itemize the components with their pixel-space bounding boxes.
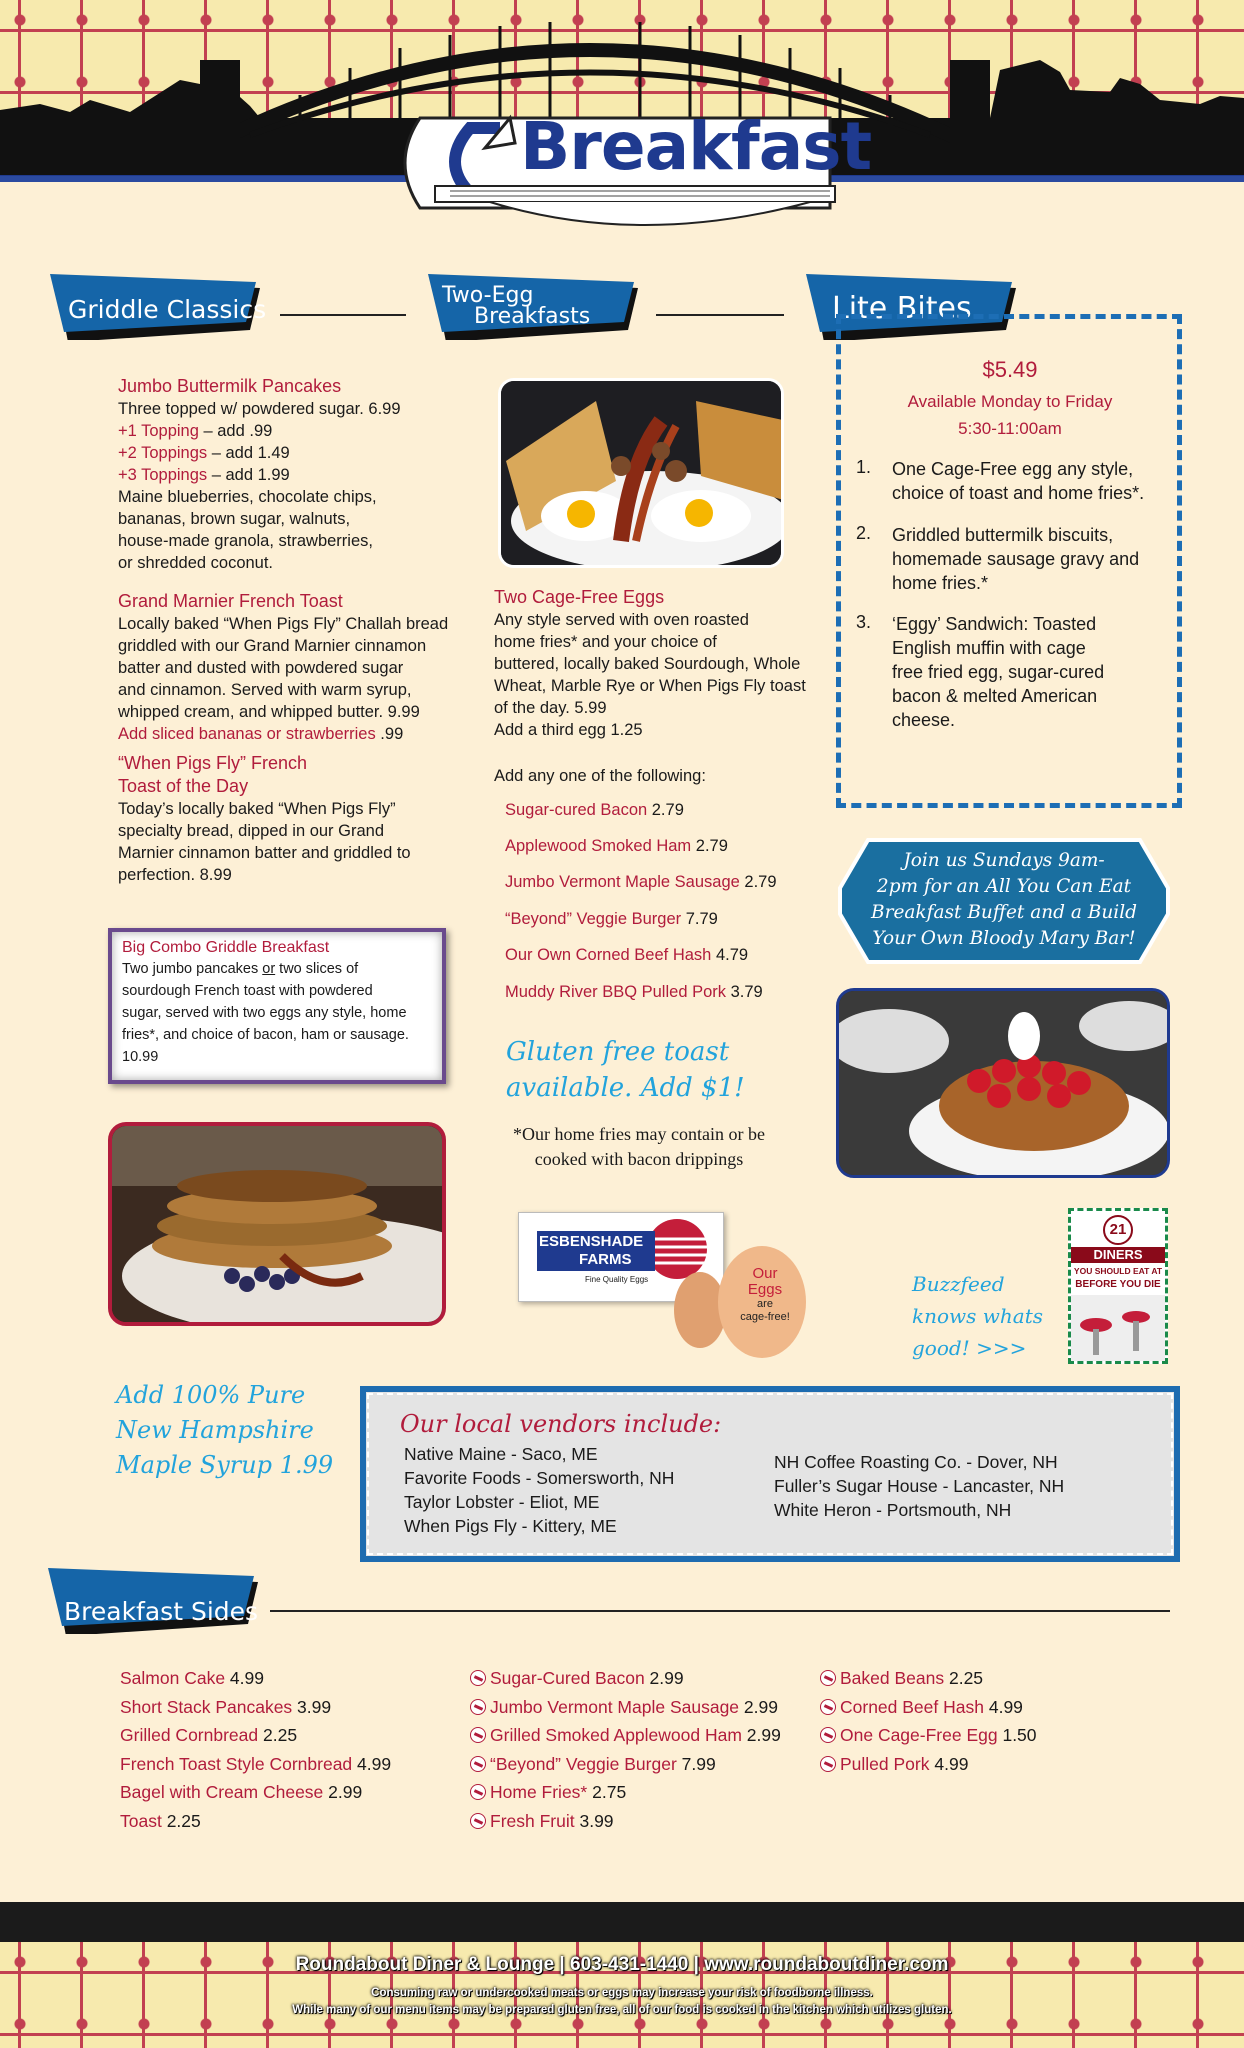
- side-item: [120, 1778, 391, 1807]
- side-name: One Cage-Free Egg: [840, 1725, 998, 1745]
- side-name: Toast: [120, 1810, 162, 1831]
- side-price: 4.99: [929, 1753, 969, 1774]
- page-title: Breakfast: [520, 108, 872, 185]
- topping-price: – add .99: [198, 422, 273, 440]
- section-title-two-egg-line2: Breakfasts: [474, 304, 591, 329]
- addon-price: 3.79: [726, 983, 763, 1001]
- lite-item: [892, 523, 1182, 595]
- maple-line: Maple Syrup 1.99: [116, 1451, 334, 1479]
- addon-name: Muddy River BBQ Pulled Pork: [505, 983, 727, 1001]
- sides-column-2: [470, 1664, 781, 1835]
- item-desc: Wheat, Marble Rye or When Pigs Fly toast: [494, 677, 806, 695]
- addon-price: 2.79: [739, 873, 777, 891]
- combo-desc-or: or: [262, 961, 276, 977]
- side-item: [470, 1721, 781, 1750]
- toppings-list: bananas, brown sugar, walnuts,: [118, 510, 351, 528]
- side-item: [470, 1693, 781, 1722]
- item-desc: griddled with our Grand Marnier cinnamon: [118, 637, 427, 655]
- lite-item-number: 2.: [856, 523, 872, 543]
- french-toast-photo: [836, 988, 1170, 1178]
- vendor-item: Fuller’s Sugar House - Lancaster, NH: [774, 1476, 1065, 1496]
- side-item: [120, 1750, 391, 1779]
- lite-item-line: Griddled buttermilk biscuits,: [892, 525, 1114, 545]
- esbenshade-name: ESBENSHADE: [539, 1233, 644, 1250]
- side-item: [120, 1721, 391, 1750]
- divider: [656, 314, 784, 316]
- buzzfeed-note: [912, 1268, 1043, 1364]
- bacon-bullet-icon: [470, 1727, 486, 1743]
- item-title: Grand Marnier French Toast: [118, 591, 343, 611]
- side-item: [820, 1750, 1037, 1779]
- addon-item: [505, 946, 748, 965]
- side-name: Home Fries*: [490, 1782, 588, 1802]
- side-name: Fresh Fruit: [490, 1810, 575, 1831]
- addon-name: Jumbo Vermont Maple Sausage: [505, 873, 740, 891]
- side-name: Grilled Cornbread: [120, 1725, 259, 1745]
- side-price: 2.99: [739, 1696, 778, 1717]
- lite-item-line: cheese.: [892, 710, 956, 730]
- addon-item: [505, 910, 718, 929]
- combo-desc: sourdough French toast with powdered: [122, 983, 373, 999]
- esbenshade-farms: FARMS: [579, 1251, 632, 1268]
- sunday-buffet-text: [846, 848, 1162, 952]
- gluten-line: Gluten free toast: [506, 1037, 730, 1067]
- maple-syrup-note: [116, 1378, 333, 1483]
- addon-name: Our Own Corned Beef Hash: [505, 946, 712, 964]
- vendor-item: Taylor Lobster - Eliot, ME: [404, 1492, 600, 1512]
- item-desc: Three topped w/ powdered sugar. 6.99: [118, 400, 401, 418]
- side-item: [120, 1693, 391, 1722]
- two-egg-item: [494, 586, 824, 741]
- vendors-title: Our local vendors include:: [400, 1410, 722, 1438]
- gluten-line: available. Add $1!: [506, 1073, 745, 1103]
- section-title-griddle: Griddle Classics: [68, 295, 267, 324]
- divider: [280, 314, 406, 316]
- home-fries-note: [494, 1122, 784, 1172]
- side-price: 4.99: [225, 1668, 264, 1688]
- toppings-list: or shredded coconut.: [118, 554, 274, 572]
- cage-free-egg-text: [736, 1266, 794, 1324]
- bacon-bullet-icon: [820, 1727, 836, 1743]
- section-title-sides: Breakfast Sides: [64, 1597, 259, 1626]
- side-price: 2.25: [258, 1725, 298, 1745]
- badge-title: DINERS: [1071, 1247, 1165, 1263]
- sunday-line: Join us Sundays 9am-: [903, 850, 1105, 871]
- lite-item-line: choice of toast and home fries*.: [892, 483, 1145, 503]
- side-price: 1.50: [997, 1725, 1037, 1745]
- combo-title: Big Combo Griddle Breakfast: [122, 939, 330, 956]
- side-name: Corned Beef Hash: [840, 1696, 984, 1717]
- side-price: 2.99: [644, 1668, 684, 1688]
- pigs-fly-item: [118, 752, 463, 886]
- buzzfeed-line: knows whats: [912, 1304, 1044, 1328]
- item-desc: batter and dusted with powdered sugar: [118, 659, 404, 677]
- footer-disclaimer: While many of our menu items may be prepared gluten free, all of our food is cooked in the kitchen which utilizes gluten.: [292, 2004, 952, 2016]
- side-price: 4.99: [352, 1753, 392, 1774]
- egg-text: Our: [752, 1265, 778, 1282]
- side-item: [120, 1807, 391, 1836]
- topping-label: +2 Toppings: [118, 444, 208, 462]
- topping-price: – add 1.49: [207, 444, 290, 462]
- lite-item-line: bacon & melted American: [892, 686, 1098, 706]
- side-name: Salmon Cake: [120, 1668, 226, 1688]
- vendor-item: When Pigs Fly - Kittery, ME: [404, 1516, 617, 1536]
- side-price: 2.99: [323, 1782, 363, 1802]
- bacon-bullet-icon: [820, 1670, 836, 1686]
- badge-subtitle: YOU SHOULD EAT AT: [1073, 1266, 1163, 1276]
- side-name: Sugar-Cured Bacon: [490, 1668, 645, 1688]
- addon-price: 4.79: [711, 946, 749, 964]
- lite-item-line: home fries.*: [892, 573, 989, 593]
- sides-column-3: [820, 1664, 1037, 1778]
- footer-disclaimer: Consuming raw or undercooked meats or eggs may increase your risk of foodborne illness.: [371, 1987, 873, 1999]
- egg-text: are: [757, 1298, 773, 1310]
- eggs-photo: [498, 378, 784, 568]
- vendor-item: White Heron - Portsmouth, NH: [774, 1500, 1012, 1520]
- divider: [270, 1610, 1170, 1612]
- addon-price: 7.79: [681, 910, 718, 928]
- addon-price: 2.79: [647, 801, 684, 819]
- side-price: 4.99: [983, 1696, 1023, 1717]
- item-desc: Today’s locally baked “When Pigs Fly”: [118, 800, 396, 818]
- addon-item: [505, 837, 728, 856]
- bacon-bullet-icon: [470, 1699, 486, 1715]
- note-line: *Our home fries may contain or be: [513, 1124, 765, 1144]
- addon-name: Sugar-cured Bacon: [505, 801, 648, 819]
- topping-price: – add 1.99: [207, 466, 290, 484]
- side-item: [820, 1693, 1037, 1722]
- addon-name: “Beyond” Veggie Burger: [505, 910, 682, 928]
- side-item: [470, 1664, 781, 1693]
- vendor-item: NH Coffee Roasting Co. - Dover, NH: [774, 1452, 1058, 1472]
- side-name: Pulled Pork: [840, 1753, 930, 1774]
- lite-avail-line: Available Monday to Friday: [907, 392, 1113, 411]
- side-name: Grilled Smoked Applewood Ham: [490, 1725, 742, 1745]
- lite-item-line: homemade sausage gravy and: [892, 549, 1140, 569]
- side-name: “Beyond” Veggie Burger: [490, 1753, 677, 1774]
- topping-label: +1 Topping: [118, 422, 199, 440]
- side-price: 2.25: [944, 1668, 984, 1688]
- side-name: French Toast Style Cornbread: [120, 1753, 353, 1774]
- badge-subtitle: BEFORE YOU DIE: [1075, 1279, 1161, 1290]
- side-name: Baked Beans: [840, 1668, 945, 1688]
- footer-contact[interactable]: Roundabout Diner & Lounge | 603-431-1440 | www.roundaboutdiner.com: [295, 1954, 949, 1975]
- item-title: Jumbo Buttermilk Pancakes: [118, 376, 342, 396]
- bacon-bullet-icon: [470, 1756, 486, 1772]
- item-desc: Any style served with oven roasted: [494, 611, 749, 629]
- buzzfeed-line[interactable]: good! >>>: [912, 1336, 1027, 1360]
- gluten-free-note: [506, 1034, 745, 1106]
- egg-text: cage-free!: [740, 1311, 790, 1323]
- item-desc: buttered, locally baked Sourdough, Whole: [494, 655, 801, 673]
- side-price: 3.99: [292, 1696, 332, 1717]
- footer-bar: [0, 1902, 1244, 1942]
- vendors-left-list: [404, 1442, 674, 1538]
- addon-price: .99: [375, 725, 404, 743]
- item-title: “When Pigs Fly” French: [118, 753, 308, 773]
- item-desc: Marnier cinnamon batter and griddled to: [118, 844, 411, 862]
- side-item: [820, 1664, 1037, 1693]
- side-name: Jumbo Vermont Maple Sausage: [490, 1696, 740, 1717]
- toppings-list: house-made granola, strawberries,: [118, 532, 373, 550]
- diner-stools-graphic: [1071, 1295, 1165, 1361]
- pancakes-photo: [108, 1122, 446, 1326]
- bacon-bullet-icon: [470, 1670, 486, 1686]
- combo-desc: Two jumbo pancakes: [122, 961, 263, 977]
- item-desc: Locally baked “When Pigs Fly” Challah bread: [118, 615, 449, 633]
- side-price: 3.99: [574, 1810, 614, 1831]
- combo-breakfast-box: [108, 928, 446, 1084]
- pancakes-item: [118, 375, 448, 574]
- item-title: Toast of the Day: [118, 776, 249, 796]
- vendor-item: Native Maine - Saco, ME: [404, 1444, 598, 1464]
- bacon-bullet-icon: [470, 1813, 486, 1829]
- addon-name: Applewood Smoked Ham: [505, 837, 692, 855]
- item-desc: home fries* and your choice of: [494, 633, 717, 651]
- side-price: 2.99: [741, 1725, 781, 1745]
- local-vendors-box: [360, 1386, 1180, 1562]
- buzzfeed-line: Buzzfeed: [912, 1272, 1005, 1296]
- side-item: [120, 1664, 391, 1693]
- lite-item: [892, 612, 1182, 732]
- lite-availability: [840, 388, 1180, 442]
- section-title-lite: Lite Bites: [832, 291, 972, 326]
- lite-item-line: English muffin with cage: [892, 638, 1086, 658]
- side-item: [470, 1807, 781, 1836]
- sunday-line: 2pm for an All You Can Eat: [876, 876, 1132, 897]
- sunday-line: Breakfast Buffet and a Build: [871, 902, 1137, 923]
- lite-item-number: 3.: [856, 612, 872, 632]
- egg-text: Eggs: [747, 1281, 783, 1298]
- addon-item: [505, 873, 777, 892]
- topping-label: +3 Toppings: [118, 466, 208, 484]
- item-desc: of the day. 5.99: [494, 699, 607, 717]
- side-item: [820, 1721, 1037, 1750]
- side-price: 2.75: [587, 1782, 627, 1802]
- side-name: Short Stack Pancakes: [120, 1696, 293, 1717]
- side-name: Bagel with Cream Cheese: [120, 1782, 324, 1802]
- addon-item: [505, 801, 684, 820]
- esbenshade-tagline: Fine Quality Eggs: [585, 1275, 649, 1284]
- section-title-two-egg-line1: Two-Egg: [442, 283, 534, 308]
- note-line: cooked with bacon drippings: [534, 1149, 744, 1169]
- item-desc: specialty bread, dipped in our Grand: [118, 822, 384, 840]
- sunday-line: Your Own Bloody Mary Bar!: [872, 928, 1136, 949]
- item-desc: whipped cream, and whipped butter. 9.99: [118, 703, 420, 721]
- lite-item: [892, 457, 1182, 505]
- lite-item-line: free fried egg, sugar-cured: [892, 662, 1105, 682]
- vendors-right-list: [774, 1450, 1064, 1522]
- lite-item-line: One Cage-Free egg any style,: [892, 459, 1134, 479]
- item-desc: Add a third egg 1.25: [494, 721, 643, 739]
- maple-line: Add 100% Pure: [116, 1381, 306, 1409]
- addons-intro: Add any one of the following:: [494, 767, 706, 785]
- lite-item-line: ‘Eggy’ Sandwich: Toasted: [892, 614, 1097, 634]
- sides-column-1: [120, 1664, 391, 1835]
- grand-marnier-item: [118, 590, 463, 745]
- combo-desc: two slices of: [275, 961, 359, 977]
- lite-avail-line: 5:30-11:00am: [958, 419, 1062, 438]
- header-banner: [0, 0, 1244, 250]
- addon-label: Add sliced bananas or strawberries: [118, 725, 376, 743]
- lite-price: $5.49: [982, 357, 1038, 382]
- combo-price: 10.99: [122, 1049, 159, 1065]
- buzzfeed-badge[interactable]: [1068, 1208, 1168, 1364]
- item-desc: perfection. 8.99: [118, 866, 232, 884]
- side-price: 2.25: [161, 1810, 201, 1831]
- side-price: 7.99: [676, 1753, 716, 1774]
- maple-line: New Hampshire: [116, 1416, 314, 1444]
- bacon-bullet-icon: [470, 1784, 486, 1800]
- side-item: [470, 1750, 781, 1779]
- combo-desc: sugar, served with two eggs any style, home: [122, 1005, 407, 1021]
- badge-number: 21: [1103, 1215, 1133, 1245]
- toppings-list: Maine blueberries, chocolate chips,: [118, 488, 377, 506]
- lite-item-number: 1.: [856, 457, 872, 477]
- side-item: [470, 1778, 781, 1807]
- item-desc: and cinnamon. Served with warm syrup,: [118, 681, 412, 699]
- combo-desc: fries*, and choice of bacon, ham or sausage.: [122, 1027, 409, 1043]
- vendor-item: Favorite Foods - Somersworth, NH: [404, 1468, 675, 1488]
- addon-item: [505, 983, 763, 1002]
- bacon-bullet-icon: [820, 1756, 836, 1772]
- addon-price: 2.79: [691, 837, 728, 855]
- bacon-bullet-icon: [820, 1699, 836, 1715]
- item-title: Two Cage-Free Eggs: [494, 587, 665, 607]
